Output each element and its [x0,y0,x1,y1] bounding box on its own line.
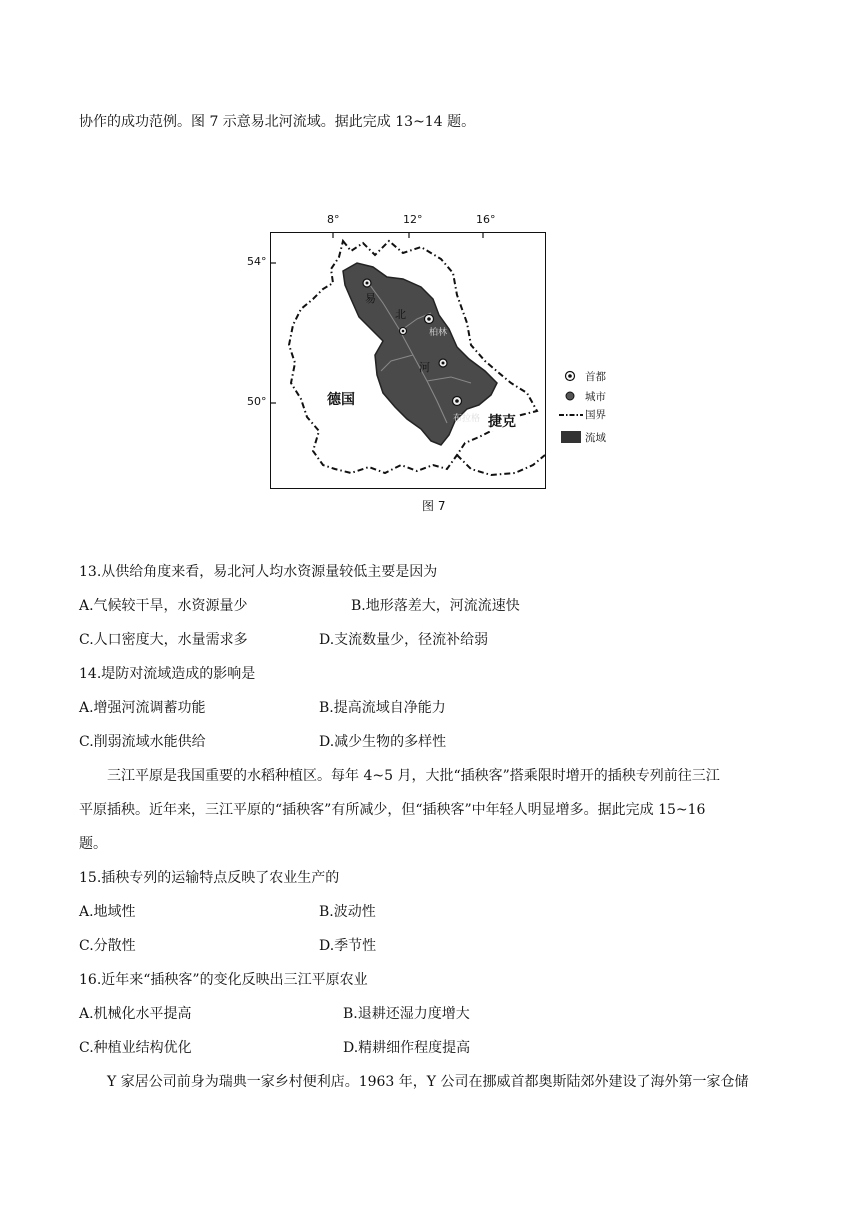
lon-tick-16: 16° [476,213,496,226]
question-14-stem: 14.堤防对流域造成的影响是 [79,666,256,682]
city-label-prague: 布拉格 [453,414,481,424]
question-14-option-b[interactable]: B.提高流域自净能力 [319,700,446,716]
city-legend-icon [563,389,577,403]
lon-tick-12: 12° [403,213,423,226]
question-14-option-d[interactable]: D.减少生物的多样性 [319,734,447,750]
question-13-option-a[interactable]: A.气候较干旱，水资源量少 [79,598,248,614]
question-13-stem: 13.从供给角度来看，易北河人均水资源量较低主要是因为 [79,564,438,580]
river-label-he: 河 [419,361,430,374]
figure-caption: 图 7 [422,499,446,513]
legend-basin: 流域 [585,432,606,444]
passage-2-line-2: 平原插秧。近年来，三江平原的“插秧客”有所减少，但“插秧客”中年轻人明显增多。据此完成 15~16 [79,802,706,818]
question-13-option-d[interactable]: D.支流数量少，径流补给弱 [319,632,489,648]
border-legend-icon [559,411,583,419]
question-16-option-b[interactable]: B.退耕还湿力度增大 [343,1006,470,1022]
figure-7-map [245,205,635,515]
passage-2-line-1: 三江平原是我国重要的水稻种植区。每年 4~5 月，大批“插秧客”搭乘限时增开的插秧专列前往三江 [107,768,720,784]
lat-tick-50: 50° [247,395,267,408]
legend-capital: 首都 [585,371,606,383]
lon-tick-8: 8° [327,213,340,226]
river-label-bei: 北 [395,308,406,321]
question-15-option-c[interactable]: C.分散性 [79,938,136,954]
lat-tick-54: 54° [247,255,267,268]
map-frame [270,232,546,489]
map-drawing [271,233,545,488]
question-14-option-a[interactable]: A.增强河流调蓄功能 [79,700,206,716]
question-15-option-d[interactable]: D.季节性 [319,938,377,954]
passage-3-line-1: Y 家居公司前身为瑞典一家乡村便利店。1963 年，Y 公司在挪威首都奥斯陆郊外建设了海外第一家仓储 [107,1074,749,1090]
question-16-option-d[interactable]: D.精耕细作程度提高 [343,1040,471,1056]
intro-text: 协作的成功范例。图 7 示意易北河流域。据此完成 13~14 题。 [79,114,476,130]
city-label-berlin: 柏林 [429,328,448,338]
question-13-option-b[interactable]: B.地形落差大，河流流速快 [351,598,520,614]
label-czech: 捷克 [486,411,518,431]
passage-2-line-3: 题。 [79,836,107,852]
capital-legend-icon [563,369,577,383]
river-label-yi: 易 [365,292,376,305]
question-15-option-b[interactable]: B.波动性 [319,904,376,920]
question-15-option-a[interactable]: A.地域性 [79,904,136,920]
label-germany: 德国 [327,392,355,408]
legend-city: 城市 [585,391,606,403]
question-14-option-c[interactable]: C.削弱流域水能供给 [79,734,206,750]
question-16-option-a[interactable]: A.机械化水平提高 [79,1006,192,1022]
basin-legend-swatch [561,431,581,443]
question-15-stem: 15.插秧专列的运输特点反映了农业生产的 [79,870,340,886]
legend-border: 国界 [585,409,606,421]
czech-border [457,455,545,475]
question-13-option-c[interactable]: C.人口密度大，水量需求多 [79,632,248,648]
question-16-option-c[interactable]: C.种植业结构优化 [79,1040,192,1056]
question-16-stem: 16.近年来“插秧客”的变化反映出三江平原农业 [79,972,368,988]
